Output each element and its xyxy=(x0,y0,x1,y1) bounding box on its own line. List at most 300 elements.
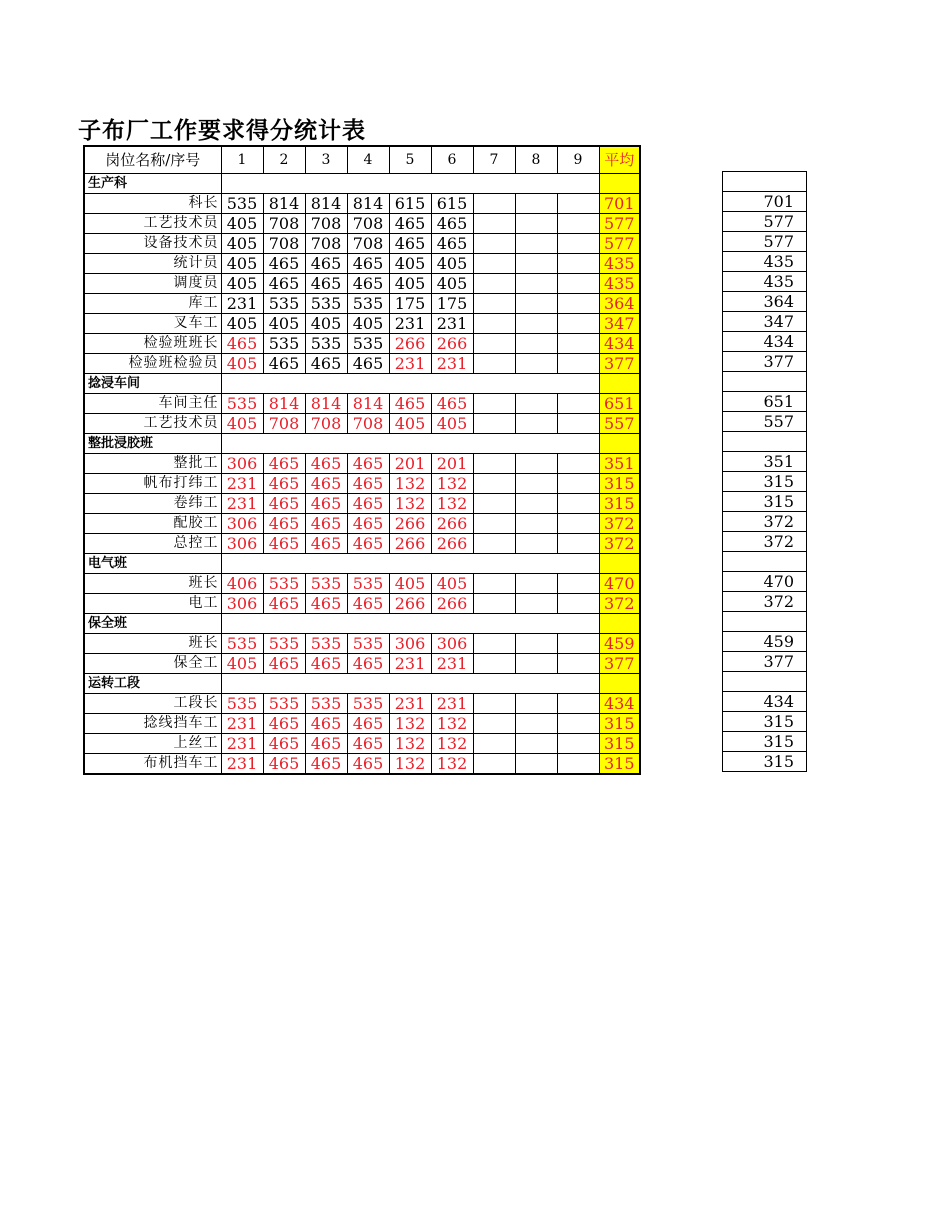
empty-score-cell[interactable] xyxy=(515,334,557,354)
average-cell[interactable]: 577 xyxy=(599,234,640,254)
section-average-cell[interactable] xyxy=(599,174,640,194)
empty-score-cell[interactable] xyxy=(557,634,599,654)
section-name[interactable]: 生产科 xyxy=(84,174,221,194)
score-cell[interactable]: 708 xyxy=(263,414,305,434)
position-name[interactable]: 车间主任 xyxy=(84,394,221,414)
score-cell[interactable]: 465 xyxy=(347,354,389,374)
col-header[interactable]: 3 xyxy=(305,146,347,174)
empty-score-cell[interactable] xyxy=(515,214,557,234)
score-cell[interactable]: 465 xyxy=(263,494,305,514)
score-cell[interactable]: 535 xyxy=(305,294,347,314)
empty-score-cell[interactable] xyxy=(473,394,515,414)
position-name[interactable]: 工段长 xyxy=(84,694,221,714)
score-cell[interactable]: 465 xyxy=(305,274,347,294)
score-cell[interactable]: 231 xyxy=(221,294,263,314)
position-name[interactable]: 上丝工 xyxy=(84,734,221,754)
empty-score-cell[interactable] xyxy=(473,234,515,254)
score-cell[interactable]: 405 xyxy=(221,274,263,294)
side-average-cell[interactable]: 351 xyxy=(723,452,807,472)
average-cell[interactable]: 315 xyxy=(599,754,640,775)
empty-score-cell[interactable] xyxy=(515,714,557,734)
empty-score-cell[interactable] xyxy=(473,594,515,614)
score-cell[interactable]: 465 xyxy=(347,714,389,734)
section-average-cell[interactable] xyxy=(599,554,640,574)
average-column-header[interactable]: 平均 xyxy=(599,146,640,174)
score-cell[interactable]: 535 xyxy=(221,394,263,414)
score-cell[interactable]: 405 xyxy=(221,214,263,234)
empty-score-cell[interactable] xyxy=(557,534,599,554)
score-cell[interactable]: 465 xyxy=(305,734,347,754)
section-spacer[interactable] xyxy=(221,374,599,394)
empty-score-cell[interactable] xyxy=(515,694,557,714)
score-cell[interactable]: 465 xyxy=(263,254,305,274)
score-cell[interactable]: 465 xyxy=(431,214,473,234)
score-cell[interactable]: 306 xyxy=(221,514,263,534)
score-cell[interactable]: 132 xyxy=(431,494,473,514)
empty-score-cell[interactable] xyxy=(515,194,557,214)
empty-score-cell[interactable] xyxy=(473,274,515,294)
score-cell[interactable]: 406 xyxy=(221,574,263,594)
section-spacer[interactable] xyxy=(221,434,599,454)
score-cell[interactable]: 405 xyxy=(389,274,431,294)
side-average-cell[interactable]: 577 xyxy=(723,212,807,232)
score-cell[interactable]: 465 xyxy=(305,354,347,374)
empty-score-cell[interactable] xyxy=(473,734,515,754)
score-cell[interactable]: 708 xyxy=(347,414,389,434)
score-cell[interactable]: 465 xyxy=(263,514,305,534)
score-cell[interactable]: 306 xyxy=(221,454,263,474)
side-average-cell[interactable]: 347 xyxy=(723,312,807,332)
score-cell[interactable]: 231 xyxy=(431,314,473,334)
score-cell[interactable]: 132 xyxy=(389,474,431,494)
score-cell[interactable]: 266 xyxy=(431,514,473,534)
score-cell[interactable]: 465 xyxy=(305,454,347,474)
empty-score-cell[interactable] xyxy=(473,194,515,214)
score-cell[interactable]: 708 xyxy=(347,214,389,234)
score-cell[interactable]: 465 xyxy=(431,234,473,254)
side-average-cell[interactable]: 372 xyxy=(723,532,807,552)
score-cell[interactable]: 465 xyxy=(305,594,347,614)
score-cell[interactable]: 465 xyxy=(305,474,347,494)
empty-score-cell[interactable] xyxy=(473,254,515,274)
side-empty-cell[interactable] xyxy=(723,432,807,452)
position-name[interactable]: 配胶工 xyxy=(84,514,221,534)
average-cell[interactable]: 470 xyxy=(599,574,640,594)
section-average-cell[interactable] xyxy=(599,374,640,394)
score-cell[interactable]: 266 xyxy=(389,594,431,614)
score-cell[interactable]: 814 xyxy=(305,394,347,414)
score-cell[interactable]: 231 xyxy=(431,654,473,674)
section-spacer[interactable] xyxy=(221,174,599,194)
side-average-cell[interactable]: 377 xyxy=(723,352,807,372)
score-cell[interactable]: 535 xyxy=(221,694,263,714)
position-name[interactable]: 统计员 xyxy=(84,254,221,274)
score-cell[interactable]: 535 xyxy=(263,634,305,654)
average-cell[interactable]: 435 xyxy=(599,254,640,274)
side-average-cell[interactable]: 434 xyxy=(723,692,807,712)
empty-score-cell[interactable] xyxy=(473,214,515,234)
section-name[interactable]: 保全班 xyxy=(84,614,221,634)
average-cell[interactable]: 372 xyxy=(599,594,640,614)
score-cell[interactable]: 231 xyxy=(389,694,431,714)
score-cell[interactable]: 535 xyxy=(263,694,305,714)
position-name[interactable]: 检验班班长 xyxy=(84,334,221,354)
score-cell[interactable]: 465 xyxy=(347,514,389,534)
position-name[interactable]: 工艺技术员 xyxy=(84,214,221,234)
empty-score-cell[interactable] xyxy=(557,294,599,314)
average-cell[interactable]: 347 xyxy=(599,314,640,334)
score-cell[interactable]: 132 xyxy=(431,714,473,734)
score-cell[interactable]: 465 xyxy=(263,274,305,294)
score-cell[interactable]: 266 xyxy=(389,534,431,554)
position-name[interactable]: 班长 xyxy=(84,574,221,594)
side-average-cell[interactable]: 315 xyxy=(723,472,807,492)
score-cell[interactable]: 132 xyxy=(431,754,473,775)
section-name[interactable]: 整批浸胶班 xyxy=(84,434,221,454)
empty-score-cell[interactable] xyxy=(515,254,557,274)
score-cell[interactable]: 231 xyxy=(389,354,431,374)
empty-score-cell[interactable] xyxy=(515,474,557,494)
score-cell[interactable]: 465 xyxy=(389,394,431,414)
empty-score-cell[interactable] xyxy=(473,294,515,314)
section-average-cell[interactable] xyxy=(599,674,640,694)
score-cell[interactable]: 266 xyxy=(389,334,431,354)
score-cell[interactable]: 465 xyxy=(263,654,305,674)
score-cell[interactable]: 535 xyxy=(263,294,305,314)
side-average-cell[interactable]: 459 xyxy=(723,632,807,652)
score-cell[interactable]: 535 xyxy=(347,634,389,654)
score-cell[interactable]: 201 xyxy=(431,454,473,474)
position-name[interactable]: 库工 xyxy=(84,294,221,314)
section-average-cell[interactable] xyxy=(599,434,640,454)
score-cell[interactable]: 535 xyxy=(347,294,389,314)
empty-score-cell[interactable] xyxy=(515,314,557,334)
score-cell[interactable]: 708 xyxy=(305,214,347,234)
score-cell[interactable]: 266 xyxy=(431,534,473,554)
score-cell[interactable]: 535 xyxy=(305,634,347,654)
side-empty-cell[interactable] xyxy=(723,672,807,692)
average-cell[interactable]: 651 xyxy=(599,394,640,414)
empty-score-cell[interactable] xyxy=(515,654,557,674)
empty-score-cell[interactable] xyxy=(515,574,557,594)
score-cell[interactable]: 405 xyxy=(305,314,347,334)
score-cell[interactable]: 405 xyxy=(389,254,431,274)
score-cell[interactable]: 405 xyxy=(221,414,263,434)
empty-score-cell[interactable] xyxy=(473,534,515,554)
side-average-cell[interactable]: 315 xyxy=(723,492,807,512)
empty-score-cell[interactable] xyxy=(557,574,599,594)
score-cell[interactable]: 465 xyxy=(263,454,305,474)
score-cell[interactable]: 231 xyxy=(389,654,431,674)
empty-score-cell[interactable] xyxy=(515,234,557,254)
score-cell[interactable]: 405 xyxy=(221,314,263,334)
score-cell[interactable]: 535 xyxy=(305,694,347,714)
empty-score-cell[interactable] xyxy=(557,254,599,274)
empty-score-cell[interactable] xyxy=(473,514,515,534)
score-cell[interactable]: 465 xyxy=(347,494,389,514)
score-cell[interactable]: 231 xyxy=(431,694,473,714)
col-header[interactable]: 2 xyxy=(263,146,305,174)
score-cell[interactable]: 465 xyxy=(305,714,347,734)
empty-score-cell[interactable] xyxy=(557,734,599,754)
score-cell[interactable]: 201 xyxy=(389,454,431,474)
empty-score-cell[interactable] xyxy=(515,594,557,614)
score-cell[interactable]: 708 xyxy=(263,234,305,254)
empty-score-cell[interactable] xyxy=(557,454,599,474)
average-cell[interactable]: 434 xyxy=(599,334,640,354)
score-cell[interactable]: 405 xyxy=(221,354,263,374)
empty-score-cell[interactable] xyxy=(515,454,557,474)
average-cell[interactable]: 372 xyxy=(599,514,640,534)
score-cell[interactable]: 465 xyxy=(221,334,263,354)
score-cell[interactable]: 175 xyxy=(389,294,431,314)
side-average-cell[interactable]: 557 xyxy=(723,412,807,432)
score-cell[interactable]: 708 xyxy=(347,234,389,254)
average-cell[interactable]: 435 xyxy=(599,274,640,294)
empty-score-cell[interactable] xyxy=(515,514,557,534)
section-name[interactable]: 电气班 xyxy=(84,554,221,574)
side-average-cell[interactable]: 577 xyxy=(723,232,807,252)
score-cell[interactable]: 465 xyxy=(263,354,305,374)
name-column-header[interactable]: 岗位名称/序号 xyxy=(84,146,221,174)
empty-score-cell[interactable] xyxy=(515,754,557,775)
average-cell[interactable]: 364 xyxy=(599,294,640,314)
score-cell[interactable]: 132 xyxy=(431,474,473,494)
score-cell[interactable]: 708 xyxy=(305,234,347,254)
score-cell[interactable]: 465 xyxy=(347,454,389,474)
score-cell[interactable]: 465 xyxy=(347,254,389,274)
score-cell[interactable]: 231 xyxy=(221,714,263,734)
score-cell[interactable]: 231 xyxy=(389,314,431,334)
empty-score-cell[interactable] xyxy=(473,574,515,594)
score-cell[interactable]: 615 xyxy=(389,194,431,214)
empty-score-cell[interactable] xyxy=(557,514,599,534)
empty-score-cell[interactable] xyxy=(557,334,599,354)
score-cell[interactable]: 465 xyxy=(389,234,431,254)
empty-score-cell[interactable] xyxy=(515,534,557,554)
empty-score-cell[interactable] xyxy=(473,454,515,474)
empty-score-cell[interactable] xyxy=(515,354,557,374)
score-cell[interactable]: 405 xyxy=(221,654,263,674)
score-cell[interactable]: 535 xyxy=(263,574,305,594)
score-cell[interactable]: 132 xyxy=(389,494,431,514)
side-average-cell[interactable]: 435 xyxy=(723,252,807,272)
empty-score-cell[interactable] xyxy=(473,694,515,714)
score-cell[interactable]: 306 xyxy=(221,534,263,554)
position-name[interactable]: 布机挡车工 xyxy=(84,754,221,775)
empty-score-cell[interactable] xyxy=(557,414,599,434)
score-cell[interactable]: 465 xyxy=(305,754,347,775)
position-name[interactable]: 卷纬工 xyxy=(84,494,221,514)
score-cell[interactable]: 465 xyxy=(347,274,389,294)
side-average-cell[interactable]: 364 xyxy=(723,292,807,312)
score-cell[interactable]: 535 xyxy=(221,634,263,654)
average-cell[interactable]: 372 xyxy=(599,534,640,554)
score-cell[interactable]: 405 xyxy=(431,254,473,274)
score-cell[interactable]: 465 xyxy=(263,734,305,754)
score-cell[interactable]: 535 xyxy=(305,334,347,354)
score-cell[interactable]: 465 xyxy=(263,714,305,734)
empty-score-cell[interactable] xyxy=(473,714,515,734)
empty-score-cell[interactable] xyxy=(473,334,515,354)
score-cell[interactable]: 535 xyxy=(347,574,389,594)
position-name[interactable]: 检验班检验员 xyxy=(84,354,221,374)
score-cell[interactable]: 814 xyxy=(263,194,305,214)
score-cell[interactable]: 465 xyxy=(263,754,305,775)
side-average-cell[interactable]: 435 xyxy=(723,272,807,292)
position-name[interactable]: 电工 xyxy=(84,594,221,614)
col-header[interactable]: 7 xyxy=(473,146,515,174)
col-header[interactable]: 4 xyxy=(347,146,389,174)
empty-score-cell[interactable] xyxy=(473,494,515,514)
col-header[interactable]: 6 xyxy=(431,146,473,174)
average-cell[interactable]: 377 xyxy=(599,654,640,674)
side-average-cell[interactable]: 470 xyxy=(723,572,807,592)
side-empty-cell[interactable] xyxy=(723,372,807,392)
empty-score-cell[interactable] xyxy=(515,634,557,654)
side-average-cell[interactable]: 315 xyxy=(723,712,807,732)
empty-score-cell[interactable] xyxy=(557,474,599,494)
score-cell[interactable]: 405 xyxy=(347,314,389,334)
average-cell[interactable]: 459 xyxy=(599,634,640,654)
score-cell[interactable]: 535 xyxy=(263,334,305,354)
score-cell[interactable]: 535 xyxy=(305,574,347,594)
section-name[interactable]: 运转工段 xyxy=(84,674,221,694)
empty-score-cell[interactable] xyxy=(473,314,515,334)
empty-score-cell[interactable] xyxy=(515,394,557,414)
average-cell[interactable]: 377 xyxy=(599,354,640,374)
position-name[interactable]: 叉车工 xyxy=(84,314,221,334)
score-cell[interactable]: 231 xyxy=(221,734,263,754)
side-average-cell[interactable]: 701 xyxy=(723,192,807,212)
score-cell[interactable]: 405 xyxy=(263,314,305,334)
empty-score-cell[interactable] xyxy=(557,654,599,674)
empty-score-cell[interactable] xyxy=(473,754,515,775)
empty-score-cell[interactable] xyxy=(473,474,515,494)
side-empty-cell[interactable] xyxy=(723,612,807,632)
score-cell[interactable]: 231 xyxy=(431,354,473,374)
empty-score-cell[interactable] xyxy=(515,414,557,434)
score-cell[interactable]: 465 xyxy=(305,254,347,274)
score-cell[interactable]: 405 xyxy=(431,274,473,294)
position-name[interactable]: 保全工 xyxy=(84,654,221,674)
score-cell[interactable]: 306 xyxy=(389,634,431,654)
section-spacer[interactable] xyxy=(221,614,599,634)
col-header[interactable]: 9 xyxy=(557,146,599,174)
empty-score-cell[interactable] xyxy=(557,194,599,214)
score-cell[interactable]: 405 xyxy=(431,574,473,594)
score-cell[interactable]: 231 xyxy=(221,754,263,775)
empty-score-cell[interactable] xyxy=(557,394,599,414)
score-cell[interactable]: 405 xyxy=(221,254,263,274)
section-name[interactable]: 捻浸车间 xyxy=(84,374,221,394)
score-cell[interactable]: 814 xyxy=(347,194,389,214)
average-cell[interactable]: 315 xyxy=(599,734,640,754)
score-cell[interactable]: 231 xyxy=(221,474,263,494)
side-average-cell[interactable]: 372 xyxy=(723,592,807,612)
score-cell[interactable]: 405 xyxy=(389,414,431,434)
score-cell[interactable]: 405 xyxy=(221,234,263,254)
position-name[interactable]: 整批工 xyxy=(84,454,221,474)
average-cell[interactable]: 351 xyxy=(599,454,640,474)
empty-score-cell[interactable] xyxy=(557,234,599,254)
empty-score-cell[interactable] xyxy=(557,354,599,374)
score-cell[interactable]: 465 xyxy=(305,514,347,534)
empty-score-cell[interactable] xyxy=(515,494,557,514)
score-cell[interactable]: 814 xyxy=(347,394,389,414)
side-empty-cell[interactable] xyxy=(723,172,807,192)
empty-score-cell[interactable] xyxy=(557,714,599,734)
empty-score-cell[interactable] xyxy=(473,654,515,674)
side-empty-cell[interactable] xyxy=(723,552,807,572)
score-cell[interactable]: 306 xyxy=(431,634,473,654)
score-cell[interactable]: 465 xyxy=(305,494,347,514)
score-cell[interactable]: 132 xyxy=(389,734,431,754)
side-average-cell[interactable]: 377 xyxy=(723,652,807,672)
section-average-cell[interactable] xyxy=(599,614,640,634)
average-cell[interactable]: 315 xyxy=(599,494,640,514)
score-cell[interactable]: 535 xyxy=(347,334,389,354)
score-cell[interactable]: 465 xyxy=(347,654,389,674)
side-average-cell[interactable]: 315 xyxy=(723,752,807,772)
score-cell[interactable]: 535 xyxy=(347,694,389,714)
score-cell[interactable]: 465 xyxy=(431,394,473,414)
score-cell[interactable]: 465 xyxy=(263,594,305,614)
position-name[interactable]: 帆布打纬工 xyxy=(84,474,221,494)
average-cell[interactable]: 577 xyxy=(599,214,640,234)
side-average-cell[interactable]: 434 xyxy=(723,332,807,352)
score-cell[interactable]: 231 xyxy=(221,494,263,514)
score-cell[interactable]: 535 xyxy=(221,194,263,214)
position-name[interactable]: 设备技术员 xyxy=(84,234,221,254)
section-spacer[interactable] xyxy=(221,674,599,694)
empty-score-cell[interactable] xyxy=(473,354,515,374)
position-name[interactable]: 科长 xyxy=(84,194,221,214)
score-cell[interactable]: 465 xyxy=(347,734,389,754)
position-name[interactable]: 调度员 xyxy=(84,274,221,294)
side-average-cell[interactable]: 651 xyxy=(723,392,807,412)
score-cell[interactable]: 405 xyxy=(431,414,473,434)
score-cell[interactable]: 132 xyxy=(431,734,473,754)
empty-score-cell[interactable] xyxy=(515,294,557,314)
average-cell[interactable]: 557 xyxy=(599,414,640,434)
empty-score-cell[interactable] xyxy=(557,214,599,234)
position-name[interactable]: 班长 xyxy=(84,634,221,654)
empty-score-cell[interactable] xyxy=(557,594,599,614)
position-name[interactable]: 工艺技术员 xyxy=(84,414,221,434)
empty-score-cell[interactable] xyxy=(557,314,599,334)
score-cell[interactable]: 615 xyxy=(431,194,473,214)
score-cell[interactable]: 465 xyxy=(263,534,305,554)
score-cell[interactable]: 465 xyxy=(305,654,347,674)
average-cell[interactable]: 434 xyxy=(599,694,640,714)
score-cell[interactable]: 266 xyxy=(431,334,473,354)
average-cell[interactable]: 701 xyxy=(599,194,640,214)
position-name[interactable]: 总控工 xyxy=(84,534,221,554)
score-cell[interactable]: 814 xyxy=(263,394,305,414)
score-cell[interactable]: 708 xyxy=(305,414,347,434)
score-cell[interactable]: 266 xyxy=(389,514,431,534)
empty-score-cell[interactable] xyxy=(473,414,515,434)
score-cell[interactable]: 465 xyxy=(347,534,389,554)
score-cell[interactable]: 266 xyxy=(431,594,473,614)
score-cell[interactable]: 465 xyxy=(347,754,389,775)
score-cell[interactable]: 132 xyxy=(389,754,431,775)
score-cell[interactable]: 814 xyxy=(305,194,347,214)
empty-score-cell[interactable] xyxy=(515,734,557,754)
col-header[interactable]: 5 xyxy=(389,146,431,174)
score-cell[interactable]: 175 xyxy=(431,294,473,314)
